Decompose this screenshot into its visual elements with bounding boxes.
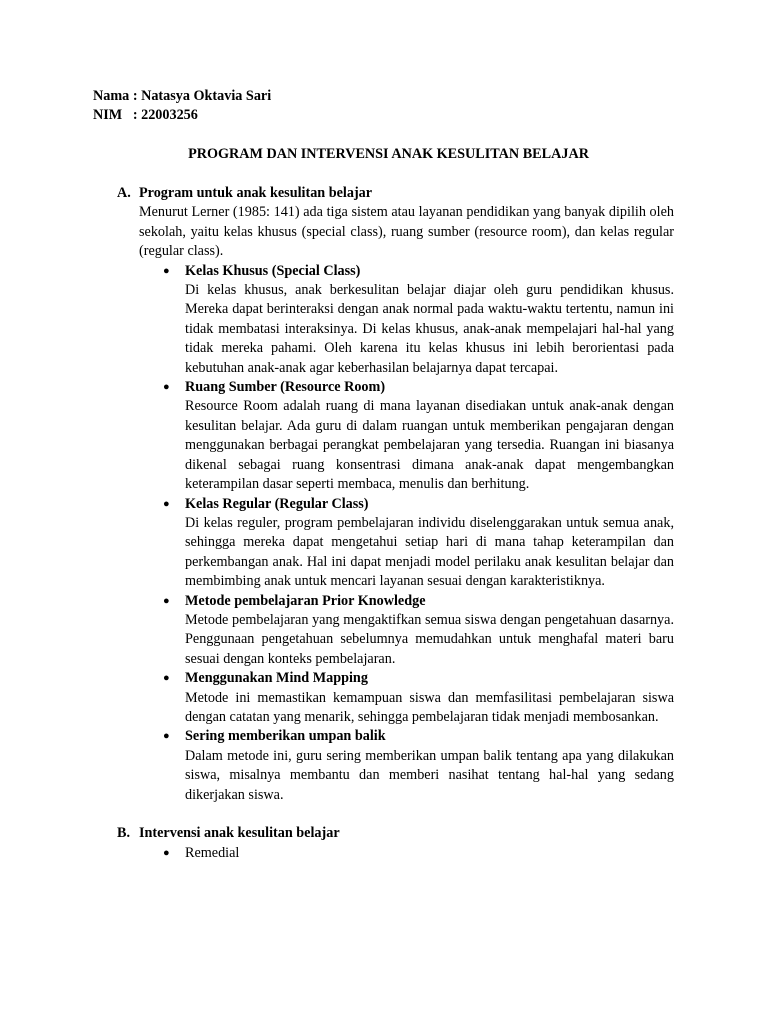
name-value: Natasya Oktavia Sari [141,88,272,104]
list-item [93,592,674,670]
bullet-heading: Ruang Sumber (Resource Room) [185,379,386,396]
document-title: PROGRAM DAN INTERVENSI ANAK KESULITAN BELAJAR [188,146,589,163]
bullet-icon: ● [163,381,170,394]
section-intro: Menurut Lerner (1985: 141) ada tiga sistem atau layanan pendidikan yang banyak dipilih oleh sekolah, yaitu kelas khusus (special class), ruang sumber (resource room), dan kelas regular (regular class). [139,204,674,260]
nim-label: NIM [93,107,123,124]
bullet-heading: Menggunakan Mind Mapping [185,670,368,687]
name-row [93,87,674,106]
name-label: Nama [93,88,130,104]
bullet-icon: ● [163,594,170,607]
list-item [93,378,674,494]
section-heading-text: Intervensi anak kesulitan belajar [139,825,340,842]
name-separator: : [129,88,142,104]
bullet-icon: ● [163,730,170,743]
bullet-list [93,844,674,863]
list-item [93,262,674,378]
list-item [93,727,674,805]
bullet-heading: Remedial [185,844,240,861]
nim-separator: : [122,107,142,124]
bullet-icon: ● [163,264,170,277]
bullet-body: Metode ini memastikan kemampuan siswa dan memfasilitasi pembelajaran siswa dengan catatan yang menarik, sehingga pembelajaran tidak menjadi membosankan. [185,689,674,725]
student-identity [93,87,674,126]
bullet-heading: Kelas Khusus (Special Class) [185,262,361,279]
bullet-body: Resource Room adalah ruang di mana layanan disediakan untuk anak-anak dengan kesulitan belajar. Ada guru di dalam ruangan untuk memberikan pengajaran dengan menggunakan berbagai perangkat pembelajaran yang tersedia. Ruangan ini biasanya dikenal sebagai ruang konsentrasi dimana anak-anak dapat mengembangkan keterampilan dasar seperti membaca, menulis dan berhitung. [185,398,674,493]
bullet-body: Di kelas reguler, program pembelajaran individu diselenggarakan untuk semua anak, sehingga mereka dapat mengetahui setiap hari di mana tahap keterampilan dan perkembangan anak. Hal ini dapat menjadi model perilaku anak kesulitan belajar dan membimbing anak untuk mencari layanan sesuai dengan karakteristiknya. [185,514,674,590]
bullet-heading: Metode pembelajaran Prior Knowledge [185,592,426,609]
list-item [93,669,674,727]
bullet-heading: Kelas Regular (Regular Class) [185,495,369,512]
section-heading [93,184,674,203]
section-heading [93,824,674,843]
nim-row [93,106,674,125]
list-item [93,844,674,863]
bullet-icon: ● [163,672,170,685]
bullet-icon: ● [163,846,170,859]
section-heading-text: Program untuk anak kesulitan belajar [139,185,373,201]
section-letter: A. [117,185,131,201]
section-b [93,824,674,863]
nim-value: 22003256 [141,107,198,124]
section-a [93,184,674,805]
section-letter: B. [117,825,131,842]
bullet-body: Metode pembelajaran yang mengaktifkan semua siswa dengan pengetahuan dasarnya. Penggunaan pengetahuan sebelumnya memudahkan untuk menghafal materi baru sesuai dengan konteks pembelajaran. [185,611,674,667]
list-item [93,495,674,592]
bullet-body: Dalam metode ini, guru sering memberikan umpan balik tentang apa yang dilakukan siswa, misalnya membantu dan memberi nasihat tentang hal-hal yang sedang dikerjakan siswa. [185,747,674,803]
bullet-list [93,262,674,805]
bullet-heading: Sering memberikan umpan balik [185,728,386,745]
bullet-icon: ● [163,497,170,510]
bullet-body: Di kelas khusus, anak berkesulitan belajar diajar oleh guru pendidikan khusus. Mereka dapat berinteraksi dengan anak normal pada waktu-waktu tertentu, namun ini tidak membatasi interaksinya. Di kelas khusus, anak-anak mempelajari hal-hal yang tidak mereka pahami. Oleh karena itu kelas khusus ini lebih berorientasi pada kebutuhan anak-anak agar keberhasilan belajarnya dapat tercapai. [185,282,674,376]
